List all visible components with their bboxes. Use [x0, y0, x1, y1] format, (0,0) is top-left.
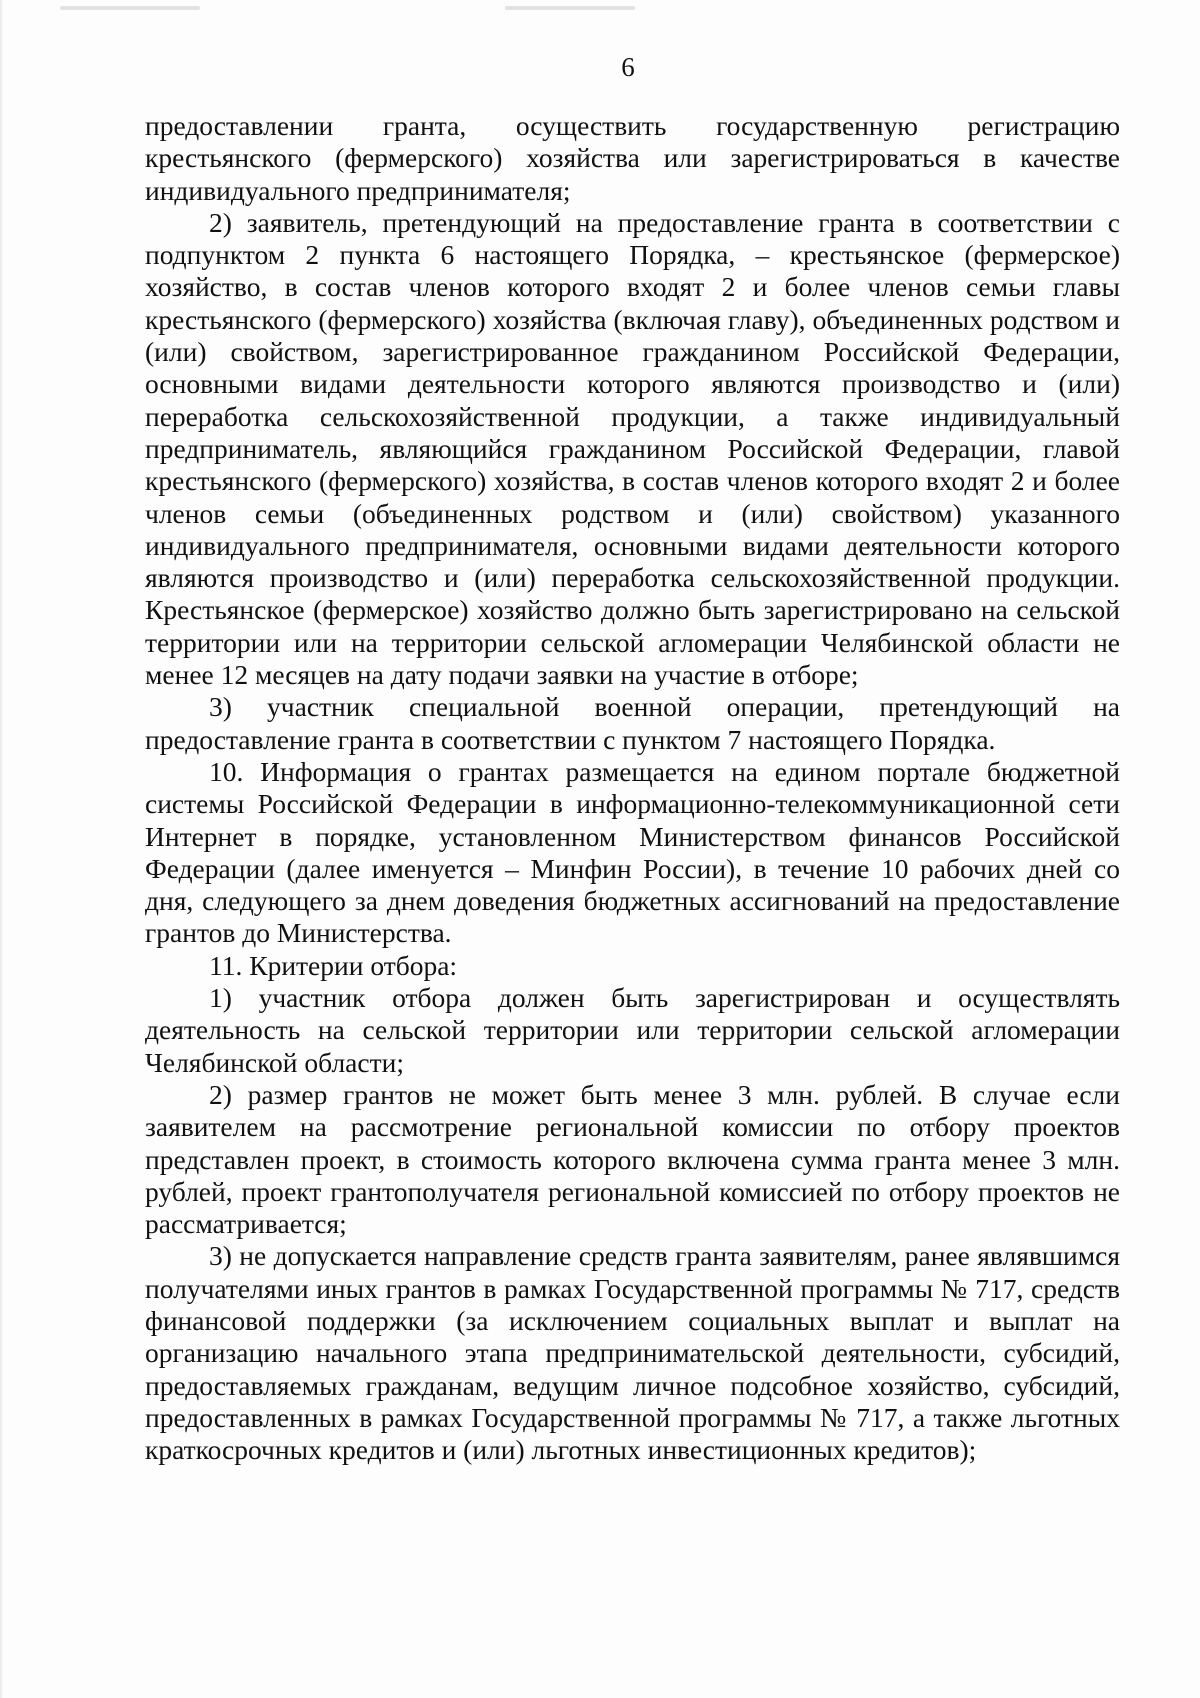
paragraph: 2) размер грантов не может быть менее 3 млн. рублей. В случае если заявителем на рассмотрение региональной комиссии по отбору проектов представлен проект, в стоимость которого включена сумма гранта менее 3 млн. рублей, проект грантополучателя региональной комиссией по отбору проектов не рассматривается; [145, 1078, 1120, 1240]
scan-left-edge [0, 0, 3, 1698]
paragraph: 3) участник специальной военной операции, претендующий на предоставление гранта в соответствии с пунктом 7 настоящего Порядка. [145, 691, 1120, 755]
scan-artifact [505, 6, 635, 10]
paragraph: 3) не допускается направление средств гранта заявителям, ранее являвшимся получателями иных грантов в рамках Государственной программы № 717, средств финансовой поддержки (за исключением социальных выплат и выплат на организацию начального этапа предпринимательской деятельности, субсидий, предоставляемых гражданам, ведущим личное подсобное хозяйство, субсидий, предоставленных в рамках Государственной программы № 717, а также льготных краткосрочных кредитов и (или) льготных инвестиционных кредитов); [145, 1240, 1120, 1466]
paragraph: 10. Информация о грантах размещается на едином портале бюджетной системы Российской Федерации в информационно-телекоммуникационной сети Интернет в порядке, установленном Министерством финансов Российской Федерации (далее именуется – Минфин России), в течение 10 рабочих дней со дня, следующего за днем доведения бюджетных ассигнований на предоставление грантов до Министерства. [145, 755, 1120, 949]
scan-artifact [60, 6, 200, 10]
paragraph: 11. Критерии отбора: [209, 949, 458, 981]
page-number: 6 [621, 52, 635, 82]
document-body [145, 110, 1120, 1466]
paragraph: предоставлении гранта, осуществить государственную регистрацию крестьянского (фермерского) хозяйства или зарегистрироваться в качестве индивидуального предпринимателя; [145, 110, 1120, 206]
paragraph: 2) заявитель, претендующий на предоставление гранта в соответствии с подпунктом 2 пункта 6 настоящего Порядка, – крестьянское (фермерское) хозяйство, в состав членов которого входят 2 и более членов семьи главы крестьянского (фермерского) хозяйства (включая главу), объединенных родством и (или) свойством, зарегистрированное гражданином Российской Федерации, основными видами деятельности которого являются производство и (или) переработка сельскохозяйственной продукции, а также индивидуальный предприниматель, являющийся гражданином Российской Федерации, главой крестьянского (фермерского) хозяйства, в состав членов которого входят 2 и более членов семьи (объединенных родством и (или) свойством) указанного индивидуального предпринимателя, основными видами деятельности которого являются производство и (или) переработка сельскохозяйственной продукции. Крестьянское (фермерское) хозяйство должно быть зарегистрировано на сельской территории или на территории сельской агломерации Челябинской области не менее 12 месяцев на дату подачи заявки на участие в отборе; [145, 206, 1120, 691]
paragraph: 1) участник отбора должен быть зарегистрирован и осуществлять деятельность на сельской территории или территории сельской агломерации Челябинской области; [145, 982, 1120, 1078]
